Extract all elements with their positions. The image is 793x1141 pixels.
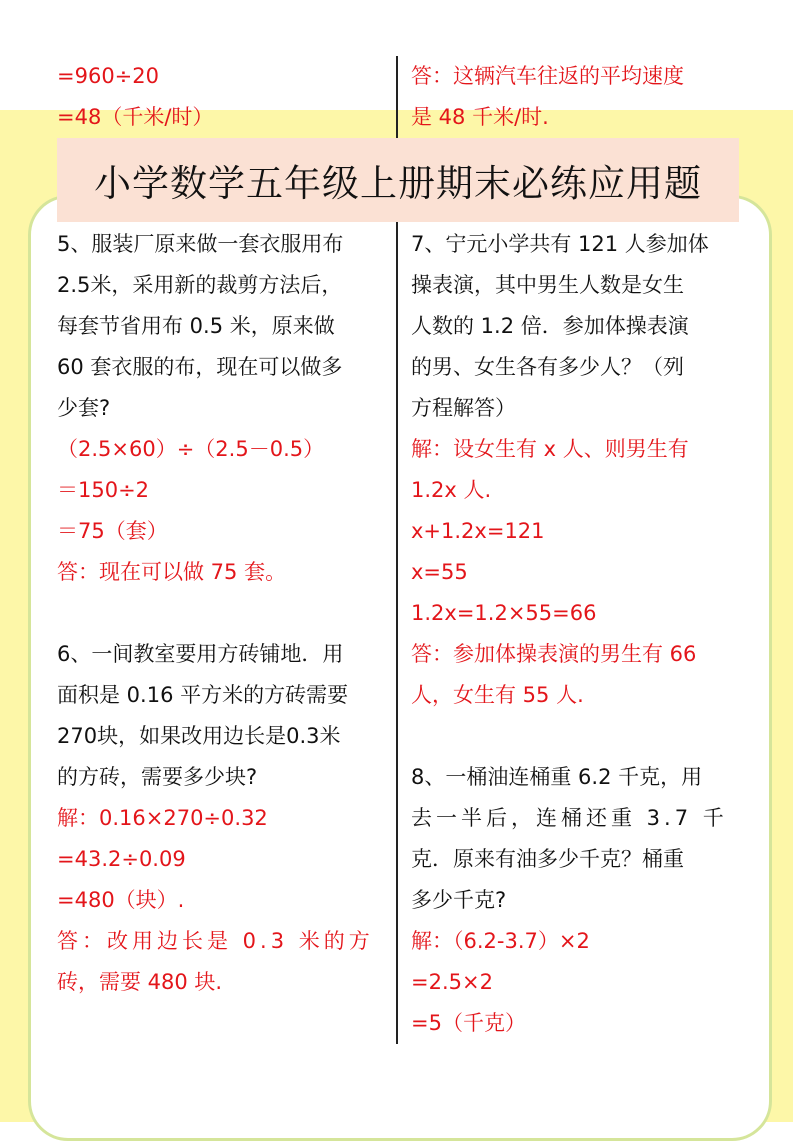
question-line: 克．原来有油多少千克？桶重	[411, 847, 684, 871]
question-line: 的男、女生各有多少人？（列	[411, 355, 684, 379]
question-7	[411, 224, 728, 716]
question-line: 每套节省用布 0.5 米，原来做	[57, 314, 335, 338]
question-line: 270块，如果改用边长是0.3米	[57, 724, 341, 748]
question-line: 60 套衣服的布，现在可以做多	[57, 355, 343, 379]
solution-line: =2.5×2	[411, 970, 493, 994]
solution-line: （2.5×60）÷（2.5－0.5）	[57, 437, 325, 461]
answer-line: 是 48 千米/时.	[411, 105, 549, 129]
previous-answer-right	[411, 56, 684, 138]
solution-line: 1.2x=1.2×55=66	[411, 601, 597, 625]
answer-line: 砖，需要 480 块.	[57, 970, 223, 994]
solution-line: x+1.2x=121	[411, 519, 545, 543]
question-line: 的方砖，需要多少块?	[57, 765, 258, 789]
question-line: 5、服装厂原来做一套衣服用布	[57, 232, 344, 256]
page-title: 小学数学五年级上册期末必练应用题	[94, 162, 702, 205]
solution-line: x=55	[411, 560, 468, 584]
calc-line: =48（千米/时）	[57, 105, 214, 129]
title-banner	[57, 138, 739, 222]
solution-line: 1.2x 人.	[411, 478, 492, 502]
column-divider-top	[396, 56, 398, 138]
solution-line: 解：0.16×270÷0.32	[57, 806, 268, 830]
solution-line: =43.2÷0.09	[57, 847, 186, 871]
question-line: 操表演，其中男生人数是女生	[411, 273, 684, 297]
answer-line: 人，女生有 55 人.	[411, 683, 584, 707]
column-divider-main	[396, 222, 398, 1044]
solution-line: 解：（6.2-3.7）×2	[411, 929, 590, 953]
question-6	[57, 634, 374, 1003]
spacer	[57, 593, 374, 634]
question-line: 6、一间教室要用方砖铺地．用	[57, 642, 344, 666]
right-column	[411, 224, 728, 1044]
question-line: 2.5米，采用新的裁剪方法后，	[57, 273, 343, 297]
spacer	[411, 716, 728, 757]
solution-line: ＝75（套）	[57, 519, 168, 543]
calc-line: =960÷20	[57, 64, 159, 88]
question-line: 去一半后，连桶还重 3.7 千	[411, 806, 728, 830]
question-line: 人数的 1.2 倍．参加体操表演	[411, 314, 689, 338]
question-line: 多少千克?	[411, 888, 507, 912]
question-8	[411, 757, 728, 1044]
answer-line: 答：这辆汽车往返的平均速度	[411, 64, 684, 88]
solution-line: =480（块）.	[57, 888, 185, 912]
answer-line: 答：改用边长是 0.3 米的方	[57, 929, 374, 953]
question-line: 8、一桶油连桶重 6.2 千克，用	[411, 765, 703, 789]
left-column	[57, 224, 374, 1003]
answer-line: 答：现在可以做 75 套。	[57, 560, 287, 584]
question-line: 面积是 0.16 平方米的方砖需要	[57, 683, 349, 707]
answer-line: 答：参加体操表演的男生有 66	[411, 642, 697, 666]
question-5	[57, 224, 374, 593]
question-line: 少套?	[57, 396, 111, 420]
solution-line: =5（千克）	[411, 1011, 526, 1035]
solution-line: ＝150÷2	[57, 478, 150, 502]
question-line: 方程解答）	[411, 396, 516, 420]
previous-answer-left	[57, 56, 213, 138]
question-line: 7、宁元小学共有 121 人参加体	[411, 232, 709, 256]
solution-line: 解：设女生有 x 人、则男生有	[411, 437, 689, 461]
